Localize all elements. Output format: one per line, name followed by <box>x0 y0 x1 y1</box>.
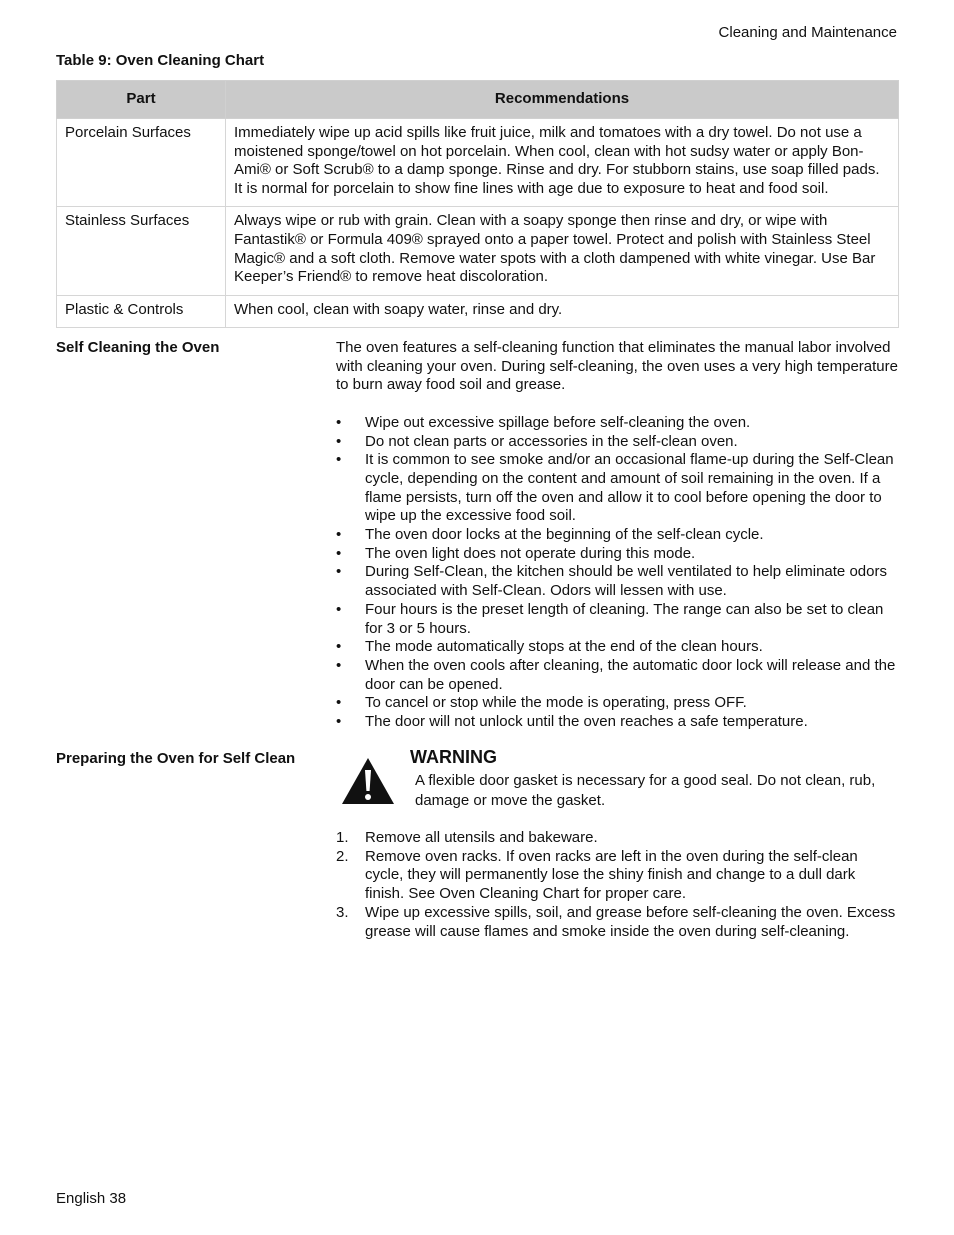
page-footer: English 38 <box>56 1190 127 1207</box>
bullet-marker: • <box>336 526 342 544</box>
preparing-steps-list <box>336 829 898 941</box>
table-caption: Table 9: Oven Cleaning Chart <box>56 52 265 69</box>
recommendation-cell: Immediately wipe up acid spills like fruit juice, milk and tomatoes with a dry towel. Do not use a moistened sponge/towel on hot porcelain. When cool, clean with hot sudsy water or apply Bon-Ami® or Soft Scrub® to a damp sponge. Rinse and dry. For stubborn stains, use soap filled pads. It is normal for porcelain to show fine lines with age due to exposure to heat and food soil. <box>226 119 899 207</box>
step-item: 1. Remove all utensils and bakeware. <box>336 829 598 846</box>
recommendation-cell: When cool, clean with soapy water, rinse and dry. <box>226 295 899 328</box>
bullet-marker: • <box>336 413 342 431</box>
self-cleaning-intro: The oven features a self-cleaning function that eliminates the manual labor involved with cleaning your oven. During self-cleaning, the oven uses a very high temperature to burn away food soil and grease. <box>336 339 898 394</box>
self-cleaning-body <box>336 339 898 732</box>
step-number: 3. <box>336 903 349 921</box>
preparing-steps-body <box>336 829 898 941</box>
part-cell: Porcelain Surfaces <box>57 119 226 207</box>
self-cleaning-bullet-list <box>336 414 898 732</box>
step-item: 3. Wipe up excessive spills, soil, and grease before self-cleaning the oven. Excess grease will cause flames and smoke inside the oven during self-cleaning. <box>336 903 896 940</box>
bullet-item: • Do not clean parts or accessories in the self-clean oven. <box>336 432 738 450</box>
column-header-part: Part <box>57 81 226 119</box>
step-number: 2. <box>336 847 349 865</box>
bullet-item: • The door will not unlock until the oven reaches a safe temperature. <box>336 713 808 731</box>
bullet-item: • Four hours is the preset length of cleaning. The range can also be set to clean for 3 or 5 hours. <box>336 600 884 637</box>
bullet-item: • The mode automatically stops at the end of the clean hours. <box>336 638 763 656</box>
bullet-marker: • <box>336 638 342 656</box>
table-row <box>57 119 899 207</box>
part-cell: Plastic & Controls <box>57 295 226 328</box>
warning-title: WARNING <box>410 747 497 767</box>
table-row <box>57 295 899 328</box>
bullet-item: • Wipe out excessive spillage before self-cleaning the oven. <box>336 413 751 431</box>
bullet-item: • The oven door locks at the beginning of the self-clean cycle. <box>336 526 764 544</box>
warning-text: A flexible door gasket is necessary for a good seal. Do not clean, rub, damage or move the gasket. <box>415 772 876 809</box>
bullet-marker: • <box>336 600 342 618</box>
warning-box <box>340 746 900 816</box>
table-header-row <box>57 81 899 119</box>
bullet-marker: • <box>336 694 342 712</box>
column-header-recommendations: Recommendations <box>226 81 899 119</box>
bullet-marker: • <box>336 656 342 674</box>
self-cleaning-heading: Self Cleaning the Oven <box>56 339 220 356</box>
bullet-marker: • <box>336 713 342 731</box>
bullet-item: • During Self-Clean, the kitchen should be well ventilated to help eliminate odors associated with Self-Clean. Odors will lessen with use. <box>336 563 887 600</box>
step-number: 1. <box>336 829 349 846</box>
table-row <box>57 207 899 295</box>
bullet-item: • When the oven cools after cleaning, the automatic door lock will release and the door can be opened. <box>336 656 896 693</box>
recommendation-cell: Always wipe or rub with grain. Clean with a soapy sponge then rinse and dry, or wipe with Fantastik® or Formula 409® sprayed onto a paper towel. Protect and polish with Stainless Steel Magic® and a soft cloth. Remove water spots with a cloth dampened with white vinegar. Use Bar Keeper’s Friend® to remove heat discoloration. <box>226 207 899 295</box>
bullet-marker: • <box>336 451 342 469</box>
bullet-marker: • <box>336 432 342 450</box>
step-item: 2. Remove oven racks. If oven racks are left in the oven during the self-clean cycle, they will permanently lose the shiny finish and change to a dull dark finish. See Oven Cleaning Chart for proper care. <box>336 847 858 903</box>
bullet-marker: • <box>336 563 342 581</box>
bullet-marker: • <box>336 544 342 562</box>
bullet-item: • To cancel or stop while the mode is operating, press OFF. <box>336 694 747 712</box>
bullet-item: • The oven light does not operate during this mode. <box>336 544 696 562</box>
part-cell: Stainless Surfaces <box>57 207 226 295</box>
bullet-item: • It is common to see smoke and/or an occasional flame-up during the Self-Clean cycle, depending on the content and amount of soil remaining in the oven. If a flame persists, turn off the oven and allow it to cool before opening the door to wipe up the excessive food soil. <box>336 451 894 525</box>
preparing-heading: Preparing the Oven for Self Clean <box>56 750 296 767</box>
oven-cleaning-table <box>56 80 899 328</box>
running-header: Cleaning and Maintenance <box>718 24 897 41</box>
warning-triangle-icon <box>340 756 396 806</box>
